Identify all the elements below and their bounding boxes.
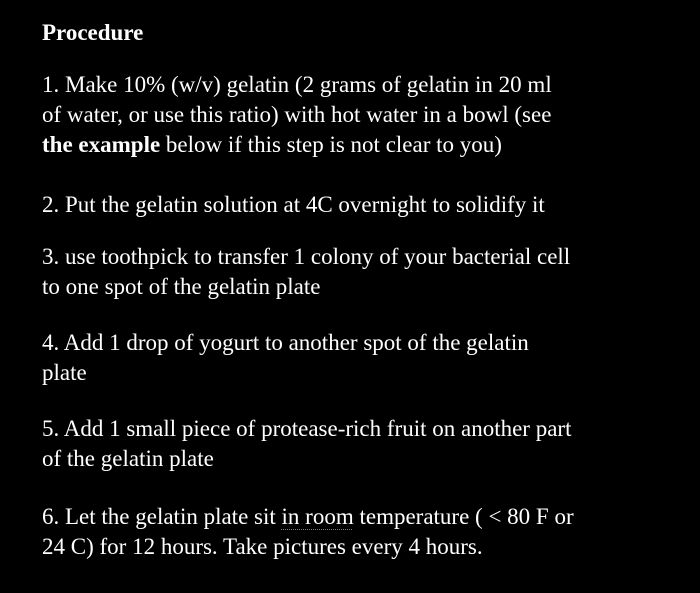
step-5 [42, 414, 682, 474]
step-5-line-2: of the gelatin plate [42, 446, 214, 471]
step-1-line-1: 1. Make 10% (w/v) gelatin (2 grams of gelatin in 20 ml [42, 72, 552, 97]
step-1 [42, 70, 682, 160]
step-6-suffix: temperature ( < 80 F or [353, 504, 574, 529]
step-1-line-3 [42, 130, 682, 160]
step-6-line-1 [42, 502, 682, 532]
in-room-underlined-text[interactable]: in room [281, 504, 354, 529]
step-3-line-1: 3. use toothpick to transfer 1 colony of your bacterial cell [42, 244, 571, 269]
step-1-line-3-tail: below if this step is not clear to you) [160, 132, 502, 157]
step-6 [42, 502, 682, 562]
step-4 [42, 328, 682, 388]
the-example-bold-text: the example [42, 132, 161, 157]
step-5-line-1: 5. Add 1 small piece of protease-rich fruit on another part [42, 416, 572, 441]
step-3 [42, 242, 682, 302]
step-4-line-2: plate [42, 360, 87, 385]
step-2 [42, 190, 682, 220]
step-4-line-1: 4. Add 1 drop of yogurt to another spot of the gelatin [42, 330, 529, 355]
step-6-line-2: 24 C) for 12 hours. Take pictures every 4 hours. [42, 534, 483, 559]
step-1-line-2: of water, or use this ratio) with hot water in a bowl (see [42, 102, 552, 127]
step-3-line-2: to one spot of the gelatin plate [42, 274, 321, 299]
procedure-heading: Procedure [42, 20, 144, 45]
step-2-line-1: 2. Put the gelatin solution at 4C overnight to solidify it [42, 192, 545, 217]
step-6-prefix: 6. Let the gelatin plate sit [42, 504, 282, 529]
